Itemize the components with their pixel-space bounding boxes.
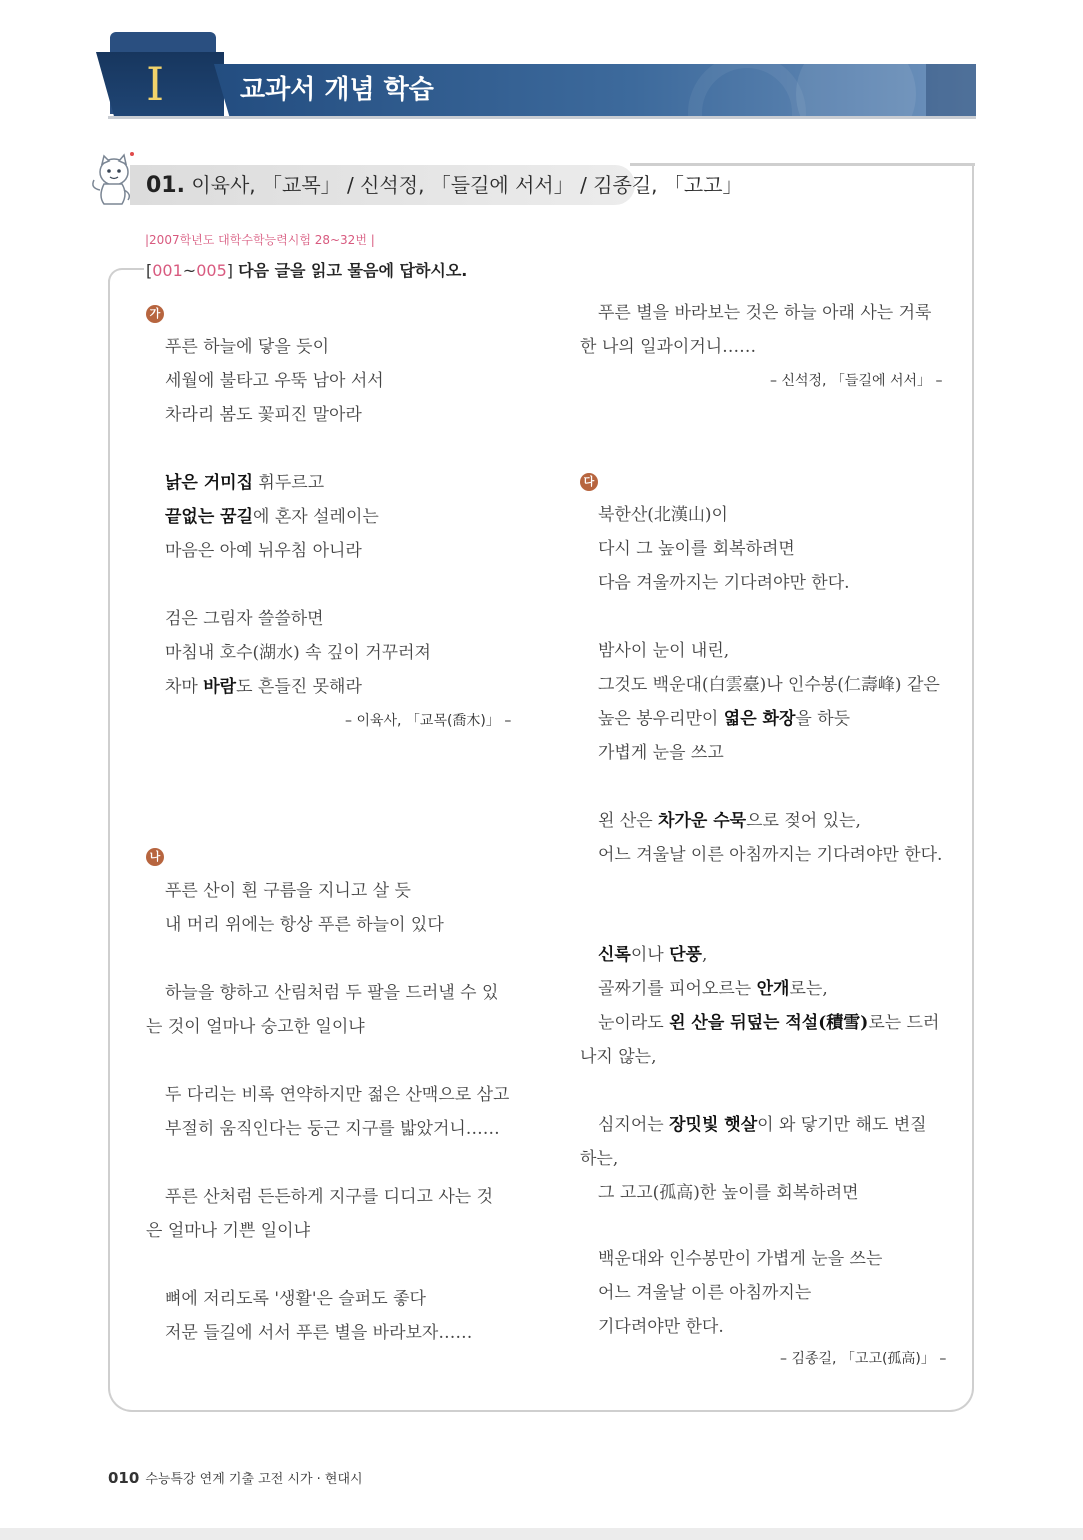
page-number: 010 <box>108 1469 140 1487</box>
poem-line: 끝없는 꿈길에 혼자 설레이는 <box>165 507 379 527</box>
poem-line: 마침내 호수(湖水) 속 깊이 거꾸러져 <box>165 643 431 663</box>
mascot-icon <box>88 150 136 208</box>
instruction <box>146 258 467 284</box>
poem-line: 왼 산은 차가운 수묵으로 젖어 있는, <box>598 811 861 831</box>
poem-line: 신록이나 단풍, <box>598 945 708 965</box>
exam-source: |2007학년도 대학수학능력시험 28~32번 | <box>145 233 375 247</box>
bottom-strip <box>0 1528 1083 1540</box>
poem-line: 밤사이 눈이 내린, <box>598 641 730 661</box>
poem-line: 골짜기를 피어오르는 안개로는, <box>598 979 828 999</box>
frame-bottom-border <box>108 1388 974 1412</box>
poem-line: 어느 겨울날 이른 아침까지는 기다려야만 한다. <box>598 845 943 865</box>
poem-line: 차마 바람도 흔들진 못해라 <box>165 677 362 697</box>
poem-source: – 김종길, 「고고(孤高)」 – <box>780 1351 947 1367</box>
section-number: 01. <box>146 173 185 198</box>
poem-line: 검은 그림자 쓸쓸하면 <box>165 609 324 629</box>
poem-line: 하는, <box>580 1149 619 1169</box>
chapter-title: 교과서 개념 학습 <box>240 75 434 105</box>
poem-source: – 이육사, 「교목(喬木)」 – <box>345 713 512 729</box>
poem-line: 푸른 하늘에 닿을 듯이 <box>165 337 330 357</box>
poem-line: 그것도 백운대(白雲臺)나 인수봉(仁壽峰) 같은 <box>598 675 940 695</box>
book-title: 수능특강 연계 기출 고전 시가 · 현대시 <box>145 1472 363 1487</box>
section-title <box>146 170 743 201</box>
poem-line: 는 것이 얼마나 숭고한 일이냐 <box>146 1017 365 1037</box>
poem-line: 그 고고(孤高)한 높이를 회복하려면 <box>598 1183 859 1203</box>
poem-line: 뼈에 저리도록 '생활'은 슬퍼도 좋다 <box>165 1289 426 1309</box>
poem-line: 세월에 불타고 우뚝 남아 서서 <box>165 371 384 391</box>
poem-line: 가볍게 눈을 쓰고 <box>598 743 724 763</box>
poem-line: 기다려야만 한다. <box>598 1317 724 1337</box>
poem-line: 푸른 산처럼 든든하게 지구를 디디고 사는 것 <box>165 1187 494 1207</box>
poem-line: 낡은 거미집 휘두르고 <box>165 473 325 493</box>
poem-line: 높은 봉우리만이 엷은 화장을 하듯 <box>598 709 851 729</box>
poem-line: 내 머리 위에는 항상 푸른 하늘이 있다 <box>165 915 444 935</box>
poem-line: 심지어는 장밋빛 햇살이 와 닿기만 해도 변질 <box>598 1115 927 1135</box>
question-range: [001~005] <box>146 261 233 280</box>
poem-line: 북한산(北漢山)이 <box>598 505 728 525</box>
poem-line: 한 나의 일과이거니…… <box>580 337 757 357</box>
poem-line: 어느 겨울날 이른 아침까지는 <box>598 1283 812 1303</box>
poem-line: 차라리 봄도 꽃피진 말아라 <box>165 405 362 425</box>
question-text: 다음 글을 읽고 물음에 답하시오. <box>238 261 468 280</box>
frame-right-border <box>972 164 974 1388</box>
poem-line: 나지 않는, <box>580 1047 657 1067</box>
chapter-banner <box>96 32 976 118</box>
poem-line: 백운대와 인수봉만이 가볍게 눈을 쓰는 <box>598 1249 883 1269</box>
poem-line: 두 다리는 비록 연약하지만 젊은 산맥으로 삼고 <box>165 1085 510 1105</box>
chapter-numeral: I <box>146 57 165 111</box>
section-header-line <box>630 163 975 166</box>
badge-ga: 가 <box>146 305 164 323</box>
poem-line: 푸른 산이 흰 구름을 지니고 살 듯 <box>165 881 411 901</box>
poem-line: 눈이라도 왼 산을 뒤덮는 적설(積雪)로는 드러 <box>598 1013 940 1033</box>
banner-underline <box>108 116 976 119</box>
poem-line: 다시 그 높이를 회복하려면 <box>598 539 795 559</box>
poem-line: 은 얼마나 기쁜 일이냐 <box>146 1221 311 1241</box>
poem-line: 부절히 움직인다는 둥근 지구를 밟았거니…… <box>165 1119 500 1139</box>
poem-line: 마음은 아예 뉘우침 아니라 <box>165 541 362 561</box>
badge-na: 나 <box>146 848 164 866</box>
badge-da: 다 <box>580 473 598 491</box>
page-footer <box>108 1466 363 1492</box>
poem-line: 푸른 별을 바라보는 것은 하늘 아래 사는 거룩 <box>598 303 932 323</box>
frame-notch <box>108 268 144 284</box>
poem-line: 저문 들길에 서서 푸른 별을 바라보자…… <box>165 1323 473 1343</box>
frame-left-border <box>108 280 110 1388</box>
poem-line: 다음 겨울까지는 기다려야만 한다. <box>598 573 850 593</box>
poem-line: 하늘을 향하고 산림처럼 두 팔을 드러낼 수 있 <box>165 983 499 1003</box>
poem-source: – 신석정, 「들길에 서서」 – <box>770 373 943 389</box>
section-title-text: 이육사, 「교목」 / 신석정, 「들길에 서서」 / 김종길, 「고고」 <box>184 173 743 197</box>
